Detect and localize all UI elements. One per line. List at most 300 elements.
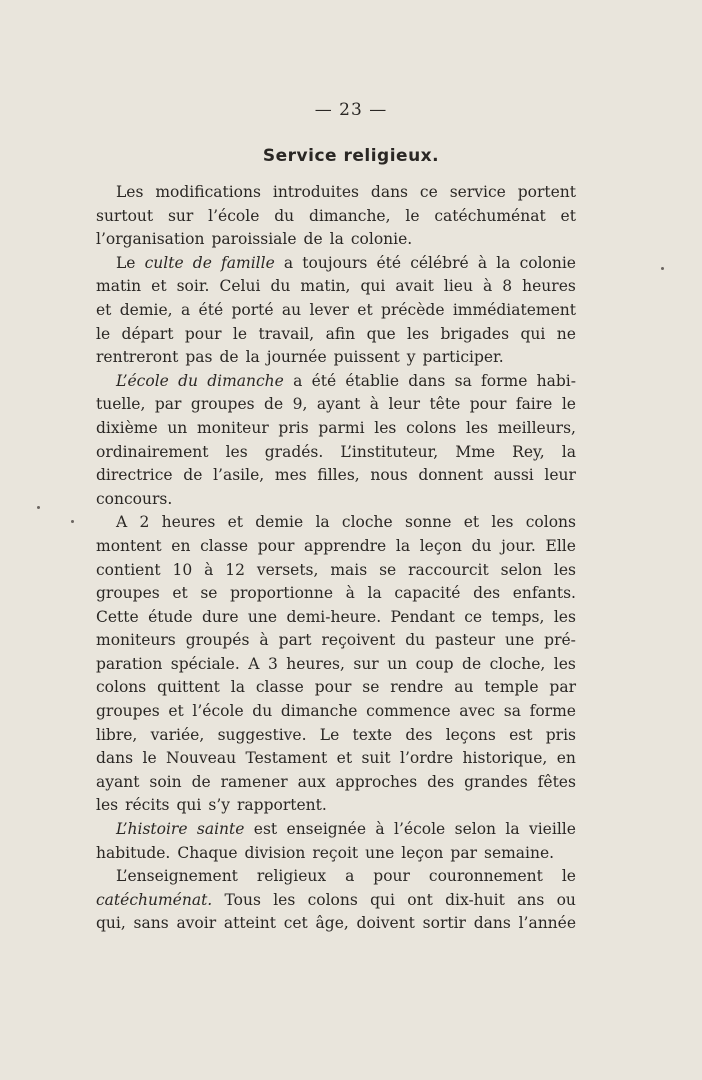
word: les (374, 418, 397, 437)
word: du (405, 631, 426, 650)
word: qui, (96, 914, 126, 933)
word: colons (307, 890, 358, 909)
word: l’asile, (213, 466, 265, 485)
word: Testament (245, 749, 328, 768)
word: la (395, 536, 411, 555)
word: et (463, 513, 480, 532)
word: classe (255, 678, 304, 697)
word: Cette (96, 607, 139, 626)
text-line (96, 559, 576, 583)
word: de (192, 253, 212, 272)
text-line (96, 299, 576, 323)
word: nous (370, 466, 408, 485)
word: brigades (440, 324, 510, 343)
word: des (473, 584, 501, 603)
section-title: Service religieux. (262, 146, 440, 166)
word: les (225, 442, 248, 461)
text-line (96, 511, 576, 535)
word: a (283, 253, 294, 272)
word: reçoit (312, 843, 359, 862)
word: dans (370, 183, 409, 201)
word: modifications (155, 183, 261, 201)
word: famille (221, 253, 275, 272)
text-line (96, 889, 576, 913)
word: texte (352, 725, 393, 744)
text-line (96, 252, 576, 276)
word: ont (407, 890, 433, 909)
word: mais (330, 560, 368, 579)
word: L’école (116, 371, 169, 390)
word: une (247, 607, 278, 626)
word: part (278, 631, 312, 650)
word: filles, (317, 466, 360, 485)
word: approches (335, 772, 418, 791)
text-line (96, 205, 576, 229)
word: célébré (410, 253, 469, 272)
word: du (252, 702, 273, 721)
word: cloche, (489, 654, 546, 673)
word: rapportent. (237, 796, 327, 815)
word: raccourcit (408, 560, 489, 579)
word: la (496, 253, 511, 272)
text-line (96, 393, 576, 417)
word: l’école (208, 206, 260, 225)
word: demie, (119, 300, 173, 319)
word: parmi (318, 418, 365, 437)
word: paration (96, 654, 163, 673)
word: une (505, 631, 535, 650)
word: le (232, 324, 248, 343)
word: sans (133, 914, 169, 933)
word: lieu (443, 277, 473, 296)
word: pour (257, 536, 295, 555)
word: la (245, 348, 260, 367)
word: immédiatement (452, 300, 576, 319)
word: de (462, 654, 482, 673)
word: Mme (455, 442, 496, 461)
word: couronnement (428, 867, 543, 886)
word: le (561, 395, 576, 414)
word: ramener (220, 772, 288, 791)
word: ou (556, 890, 576, 909)
word: été (311, 371, 337, 390)
text-line (96, 653, 576, 677)
word: matin (96, 277, 142, 296)
word: groupes (96, 584, 160, 603)
word: et (227, 513, 243, 532)
word: directrice (96, 466, 173, 485)
word: habitude. (96, 843, 171, 862)
word: l’organisation (96, 230, 205, 249)
text-line (96, 346, 576, 370)
word: du (178, 371, 198, 390)
word: de (183, 466, 203, 485)
word: la (561, 442, 576, 461)
word: jour. (501, 536, 536, 555)
word: Chaque (177, 843, 238, 862)
word: colonie (519, 253, 576, 272)
word: capacité (394, 584, 461, 603)
word: sainte (196, 820, 245, 839)
word: demi-heure. (286, 607, 382, 626)
word: dans (96, 749, 134, 768)
word: Nouveau (166, 749, 237, 768)
word: 3 (267, 654, 278, 673)
text-line (96, 676, 576, 700)
word: les (553, 560, 576, 579)
word: quittent (157, 678, 220, 697)
word: moniteurs (96, 631, 176, 650)
word: une (365, 843, 395, 862)
word: à (204, 560, 214, 579)
text-line (96, 228, 576, 252)
text-line (96, 181, 576, 205)
text-line (96, 818, 576, 842)
word: départ (121, 324, 174, 343)
word: surtout (96, 206, 154, 225)
word: porté (231, 300, 274, 319)
word: à (477, 253, 488, 272)
text-line (96, 441, 576, 465)
word: pour (469, 395, 507, 414)
text-line (96, 865, 576, 889)
word: au (281, 300, 302, 319)
word: à (482, 277, 493, 296)
word: dimanche, (308, 206, 391, 225)
word: le (96, 324, 111, 343)
word: tête (429, 395, 461, 414)
margin-mark (71, 520, 74, 523)
word: avait (395, 277, 434, 296)
word: rentreront (96, 348, 179, 367)
word: colons (525, 513, 576, 532)
word: versets, (256, 560, 319, 579)
text-line (96, 323, 576, 347)
word: coup (415, 654, 454, 673)
word: qui (176, 796, 202, 815)
word: doivent (356, 914, 415, 933)
word: du (274, 206, 295, 225)
word: Tous (224, 890, 261, 909)
word: et (96, 300, 112, 319)
word: pour (373, 867, 410, 886)
word: de (264, 395, 284, 414)
word: en (556, 749, 576, 768)
word: donnent (418, 466, 483, 485)
word: lever (309, 300, 349, 319)
word: des (427, 772, 455, 791)
word: étude (148, 607, 193, 626)
word: groupes (190, 395, 255, 414)
word: pré- (544, 631, 576, 650)
word: le (405, 206, 420, 225)
word: suit (361, 749, 391, 768)
word: les (407, 324, 430, 343)
word: reçoivent (321, 631, 396, 650)
word: Pendant (390, 607, 455, 626)
word: habi- (536, 371, 576, 390)
word: pour (314, 678, 352, 697)
word: apprendre (304, 536, 387, 555)
word: se (362, 678, 380, 697)
word: et (336, 749, 353, 768)
word: se (379, 560, 397, 579)
word: 8 (502, 277, 513, 296)
word: au (454, 678, 474, 697)
word: sur (353, 654, 379, 673)
word: catéchuménat. (96, 890, 213, 909)
word: à (369, 395, 380, 414)
word: L’instituteur, (340, 442, 439, 461)
word: soin (149, 772, 182, 791)
margin-mark (661, 267, 664, 270)
word: sur (167, 206, 194, 225)
word: spéciale. (170, 654, 240, 673)
word: sortir (422, 914, 466, 933)
word: a (345, 867, 355, 886)
text-line (96, 582, 576, 606)
text-line (96, 842, 576, 866)
word: sa (454, 371, 472, 390)
word: fêtes (537, 772, 576, 791)
word: de (191, 772, 211, 791)
word: cet (283, 914, 308, 933)
word: l’école (394, 820, 446, 839)
word: pris (545, 725, 576, 744)
word: qui (370, 890, 395, 909)
word: ce (419, 183, 438, 201)
text-line (96, 629, 576, 653)
word: introduites (272, 183, 359, 201)
word: pris (278, 418, 309, 437)
word: atteint (223, 914, 276, 933)
word: récits (125, 796, 170, 815)
word: portent (517, 183, 576, 201)
word: temple (484, 678, 539, 697)
word: concours. (96, 489, 173, 508)
word: proportionne (230, 584, 334, 603)
word: colonie. (350, 230, 413, 249)
word: L’histoire (116, 820, 188, 839)
word: les (96, 796, 119, 815)
word: A (248, 654, 260, 673)
word: grandes (464, 772, 528, 791)
word: heures (522, 277, 576, 296)
word: l’année (518, 914, 576, 933)
word: est (253, 820, 278, 839)
word: matin, (300, 277, 351, 296)
text-line (96, 771, 576, 795)
text-line (96, 464, 576, 488)
word: ne (556, 324, 576, 343)
word: les (553, 607, 576, 626)
word: selon (454, 820, 497, 839)
word: par (154, 395, 182, 414)
word: commence (366, 702, 451, 721)
word: dans (473, 914, 511, 933)
word: Elle (545, 536, 576, 555)
word: moniteur (196, 418, 269, 437)
word: variée, (150, 725, 205, 744)
word: pas (185, 348, 213, 367)
word: à (259, 631, 269, 650)
word: selon (500, 560, 543, 579)
word: par (450, 843, 477, 862)
word: vieille (528, 820, 576, 839)
word: été (198, 300, 224, 319)
word: la (329, 230, 344, 249)
word: un (167, 418, 188, 437)
word: s’y (208, 796, 231, 815)
word: les (491, 513, 514, 532)
word: que (366, 324, 396, 343)
word: L’enseignement (116, 867, 238, 886)
word: l’ordre (399, 749, 454, 768)
word: y (406, 348, 416, 367)
word: mes (274, 466, 307, 485)
word: est (509, 725, 533, 744)
word: service (449, 183, 506, 201)
word: dans (408, 371, 446, 390)
word: les (553, 654, 576, 673)
word: la (230, 678, 245, 697)
body-text (96, 181, 576, 936)
word: libre, (96, 725, 138, 744)
word: âge, (315, 914, 349, 933)
word: de (219, 348, 239, 367)
text-line (96, 794, 576, 818)
word: de (303, 230, 323, 249)
word: Rey, (512, 442, 545, 461)
word: leçon (401, 843, 444, 862)
word: ordinairement (96, 442, 209, 461)
word: le (142, 749, 157, 768)
word: semaine. (483, 843, 555, 862)
word: 9, (292, 395, 308, 414)
word: 12 (225, 560, 245, 579)
word: leur (388, 395, 420, 414)
text-line (96, 275, 576, 299)
word: à (345, 584, 355, 603)
word: à (375, 820, 385, 839)
text-line (96, 747, 576, 771)
word: avoir (176, 914, 217, 933)
word: demie (255, 513, 304, 532)
word: dimanche (280, 702, 358, 721)
word: leçon (419, 536, 462, 555)
word: et (151, 277, 167, 296)
word: l’école (192, 702, 244, 721)
margin-mark (37, 506, 40, 509)
text-line (96, 724, 576, 748)
word: ce (464, 607, 483, 626)
word: afin (325, 324, 356, 343)
word: classe (200, 536, 249, 555)
word: historique, (462, 749, 548, 768)
word: Le (319, 725, 340, 744)
word: et (560, 206, 576, 225)
word: par (549, 678, 576, 697)
word: culte (144, 253, 184, 272)
word: la (315, 513, 330, 532)
word: et (357, 300, 373, 319)
word: participer. (422, 348, 504, 367)
word: a (180, 300, 191, 319)
word: contient (96, 560, 161, 579)
word: la (367, 584, 382, 603)
word: 2 (139, 513, 150, 532)
word: heures (161, 513, 216, 532)
word: rendre (390, 678, 444, 697)
word: enseignée (286, 820, 367, 839)
word: ans (517, 890, 545, 909)
word: paroissiale (211, 230, 297, 249)
word: colons (406, 418, 457, 437)
word: meilleurs, (497, 418, 576, 437)
word: Le (116, 253, 136, 272)
word: les (466, 418, 489, 437)
word: sonne (404, 513, 452, 532)
word: gradés. (264, 442, 324, 461)
word: groupes (96, 702, 160, 721)
word: des (405, 725, 433, 744)
text-line (96, 370, 576, 394)
text-line (96, 417, 576, 441)
text-line (96, 700, 576, 724)
word: se (200, 584, 218, 603)
text-line (96, 488, 576, 512)
word: forme (481, 371, 528, 390)
word: et (172, 584, 188, 603)
word: religieux (256, 867, 327, 886)
word: en (171, 536, 191, 555)
word: toujours (302, 253, 368, 272)
word: division (244, 843, 306, 862)
word: qui (520, 324, 546, 343)
word: a (293, 371, 303, 390)
word: montent (96, 536, 162, 555)
word: ayant (96, 772, 140, 791)
word: Les (116, 183, 144, 201)
word: la (505, 820, 520, 839)
word: journée (266, 348, 327, 367)
text-line (96, 535, 576, 559)
word: et (168, 702, 184, 721)
word: avec (459, 702, 496, 721)
word: établie (345, 371, 400, 390)
text-line (96, 606, 576, 630)
word: un (387, 654, 408, 673)
word: heures, (286, 654, 345, 673)
word: cloche (341, 513, 393, 532)
word: catéchuménat (434, 206, 546, 225)
word: aux (297, 772, 326, 791)
word: forme (529, 702, 576, 721)
word: leçons (445, 725, 496, 744)
word: soir. (176, 277, 210, 296)
word: du (471, 536, 492, 555)
word: dixième (96, 418, 158, 437)
word: ayant (316, 395, 361, 414)
word: Celui (219, 277, 261, 296)
word: travail, (258, 324, 315, 343)
word: le (561, 867, 576, 886)
word: tuelle, (96, 395, 146, 414)
word: pasteur (435, 631, 496, 650)
word: groupés (185, 631, 250, 650)
word: dure (202, 607, 239, 626)
word: qui (360, 277, 386, 296)
